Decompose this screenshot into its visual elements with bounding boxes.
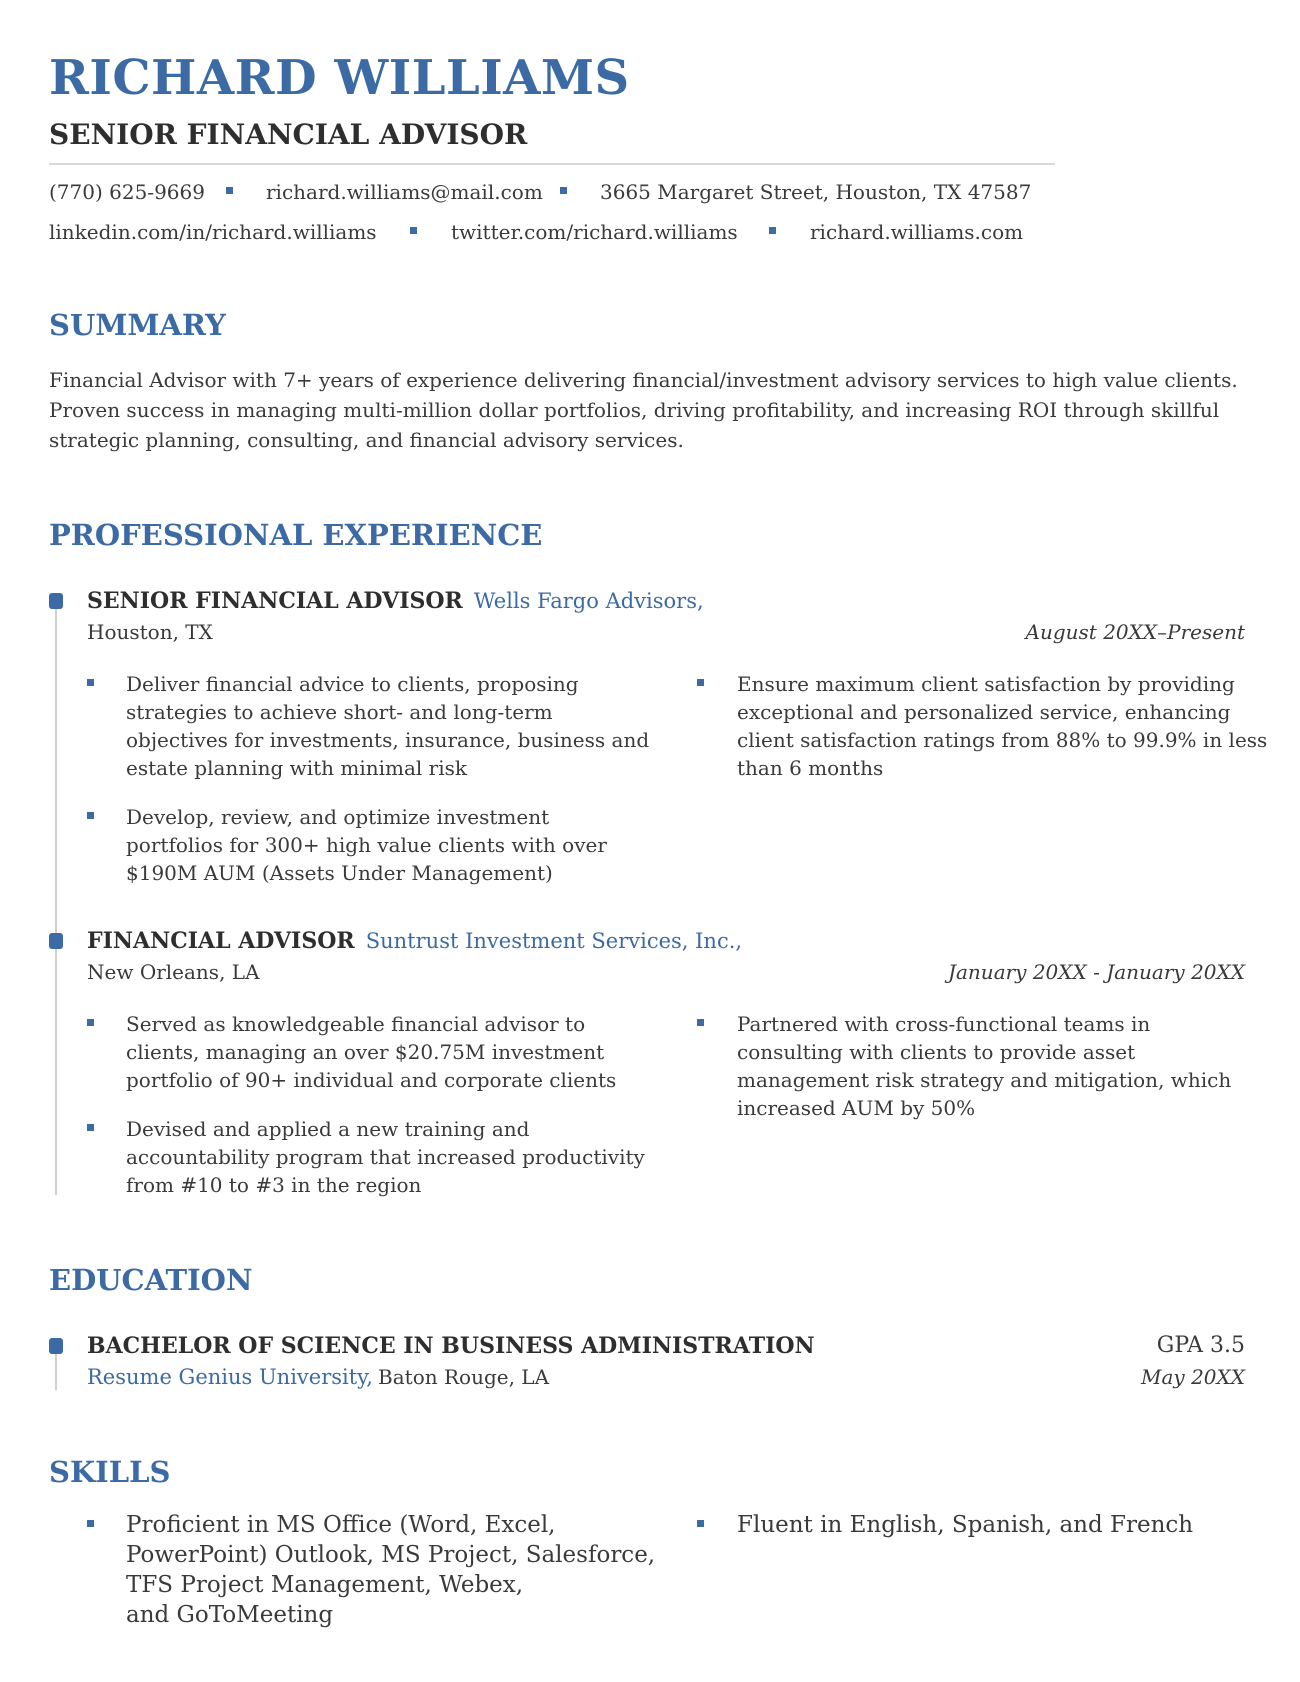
degree-title: BACHELOR OF SCIENCE IN BUSINESS ADMINISTRATION	[87, 1333, 815, 1359]
bullet-icon	[87, 679, 94, 686]
bullet-icon	[87, 1520, 94, 1527]
job-title: SENIOR FINANCIAL ADVISOR	[87, 588, 463, 614]
job-bullet	[126, 803, 607, 887]
job-header	[87, 588, 704, 614]
bullet-line: Develop, review, and optimize investment	[126, 805, 550, 829]
skill-line: Proficient in MS Office (Word, Excel,	[126, 1512, 556, 1538]
school-location: Baton Rouge, LA	[378, 1365, 550, 1389]
summary-line: Proven success in managing multi-million dollar portfolios, driving profitability, and increasing ROI through skillful	[49, 398, 1220, 422]
bullet-icon	[697, 679, 704, 686]
skill-item	[126, 1510, 655, 1630]
bullet-line: than 6 months	[737, 756, 884, 780]
bullet-line: Ensure maximum client satisfaction by providing	[737, 672, 1235, 696]
bullet-line: portfolio of 90+ individual and corporate clients	[126, 1068, 617, 1092]
bullet-line: Served as knowledgeable financial advisor to	[126, 1012, 586, 1036]
separator-icon	[769, 227, 776, 234]
timeline-marker-icon	[49, 933, 63, 949]
bullet-icon	[87, 812, 94, 819]
job-bullet	[737, 1010, 1231, 1122]
bullet-line: consulting with clients to provide asset	[737, 1040, 1136, 1064]
job-location: Houston, TX	[87, 620, 213, 644]
contact-phone: (770) 625-9669	[49, 180, 205, 204]
bullet-line: clients, managing an over $20.75M investment	[126, 1040, 605, 1064]
bullet-icon	[697, 1019, 704, 1026]
bullet-line: $190M AUM (Assets Under Management)	[126, 861, 553, 885]
separator-icon	[226, 187, 233, 194]
summary-heading: SUMMARY	[49, 308, 226, 342]
summary-text	[49, 365, 1238, 455]
job-bullet	[737, 670, 1267, 782]
bullet-line: strategies to achieve short- and long-term	[126, 700, 553, 724]
skill-line: and GoToMeeting	[126, 1602, 334, 1628]
timeline-marker-icon	[49, 1338, 63, 1354]
job-dates: January 20XX - January 20XX	[947, 960, 1245, 984]
experience-timeline	[55, 600, 57, 1195]
separator-icon	[560, 187, 567, 194]
bullet-line: estate planning with minimal risk	[126, 756, 468, 780]
separator-icon	[410, 227, 417, 234]
job-dates: August 20XX–Present	[1025, 620, 1245, 644]
bullet-line: Partnered with cross-functional teams in	[737, 1012, 1151, 1036]
graduation-date: May 20XX	[1141, 1365, 1245, 1389]
bullet-line: portfolios for 300+ high value clients with over	[126, 833, 607, 857]
bullet-line: increased AUM by 50%	[737, 1096, 976, 1120]
contact-linkedin: linkedin.com/in/richard.williams	[49, 220, 377, 244]
candidate-title: SENIOR FINANCIAL ADVISOR	[49, 118, 528, 151]
skill-line: TFS Project Management, Webex,	[126, 1572, 524, 1598]
job-title: FINANCIAL ADVISOR	[87, 928, 355, 954]
job-bullet	[126, 1010, 616, 1094]
header-divider	[49, 163, 1055, 165]
bullet-line: client satisfaction ratings from 88% to 99.9% in less	[737, 728, 1268, 752]
bullet-line: exceptional and personalized service, enhancing	[737, 700, 1231, 724]
education-heading: EDUCATION	[49, 1263, 253, 1297]
job-bullet	[126, 1115, 645, 1199]
bullet-icon	[697, 1520, 704, 1527]
gpa: GPA 3.5	[1156, 1333, 1245, 1358]
contact-address: 3665 Margaret Street, Houston, TX 47587	[600, 180, 1032, 204]
bullet-line: Devised and applied a new training and	[126, 1117, 530, 1141]
candidate-name: RICHARD WILLIAMS	[49, 50, 630, 106]
job-location: New Orleans, LA	[87, 960, 260, 984]
bullet-line: management risk strategy and mitigation, which	[737, 1068, 1232, 1092]
skill-line: PowerPoint) Outlook, MS Project, Salesforce,	[126, 1542, 656, 1568]
contact-twitter: twitter.com/richard.williams	[451, 220, 738, 244]
job-bullet	[126, 670, 649, 782]
bullet-icon	[87, 1019, 94, 1026]
education-timeline	[55, 1348, 57, 1390]
bullet-icon	[87, 1124, 94, 1131]
bullet-line: accountability program that increased productivity	[126, 1145, 645, 1169]
bullet-line: objectives for investments, insurance, business and	[126, 728, 650, 752]
skills-heading: SKILLS	[49, 1455, 171, 1489]
contact-email: richard.williams@mail.com	[266, 180, 543, 204]
job-company: Suntrust Investment Services, Inc.,	[365, 929, 743, 953]
job-company: Wells Fargo Advisors,	[473, 589, 704, 613]
school-name: Resume Genius University,	[87, 1365, 373, 1389]
timeline-marker-icon	[49, 593, 63, 609]
job-header	[87, 928, 742, 954]
skill-line: Fluent in English, Spanish, and French	[737, 1512, 1194, 1538]
bullet-line: Deliver financial advice to clients, proposing	[126, 672, 579, 696]
contact-website: richard.williams.com	[810, 220, 1024, 244]
summary-line: strategic planning, consulting, and financial advisory services.	[49, 428, 684, 452]
bullet-line: from #10 to #3 in the region	[126, 1173, 422, 1197]
school-line	[87, 1365, 549, 1389]
summary-line: Financial Advisor with 7+ years of experience delivering financial/investment advisory services to high value clients.	[49, 368, 1238, 392]
experience-heading: PROFESSIONAL EXPERIENCE	[49, 518, 543, 552]
skill-item	[737, 1510, 1193, 1540]
